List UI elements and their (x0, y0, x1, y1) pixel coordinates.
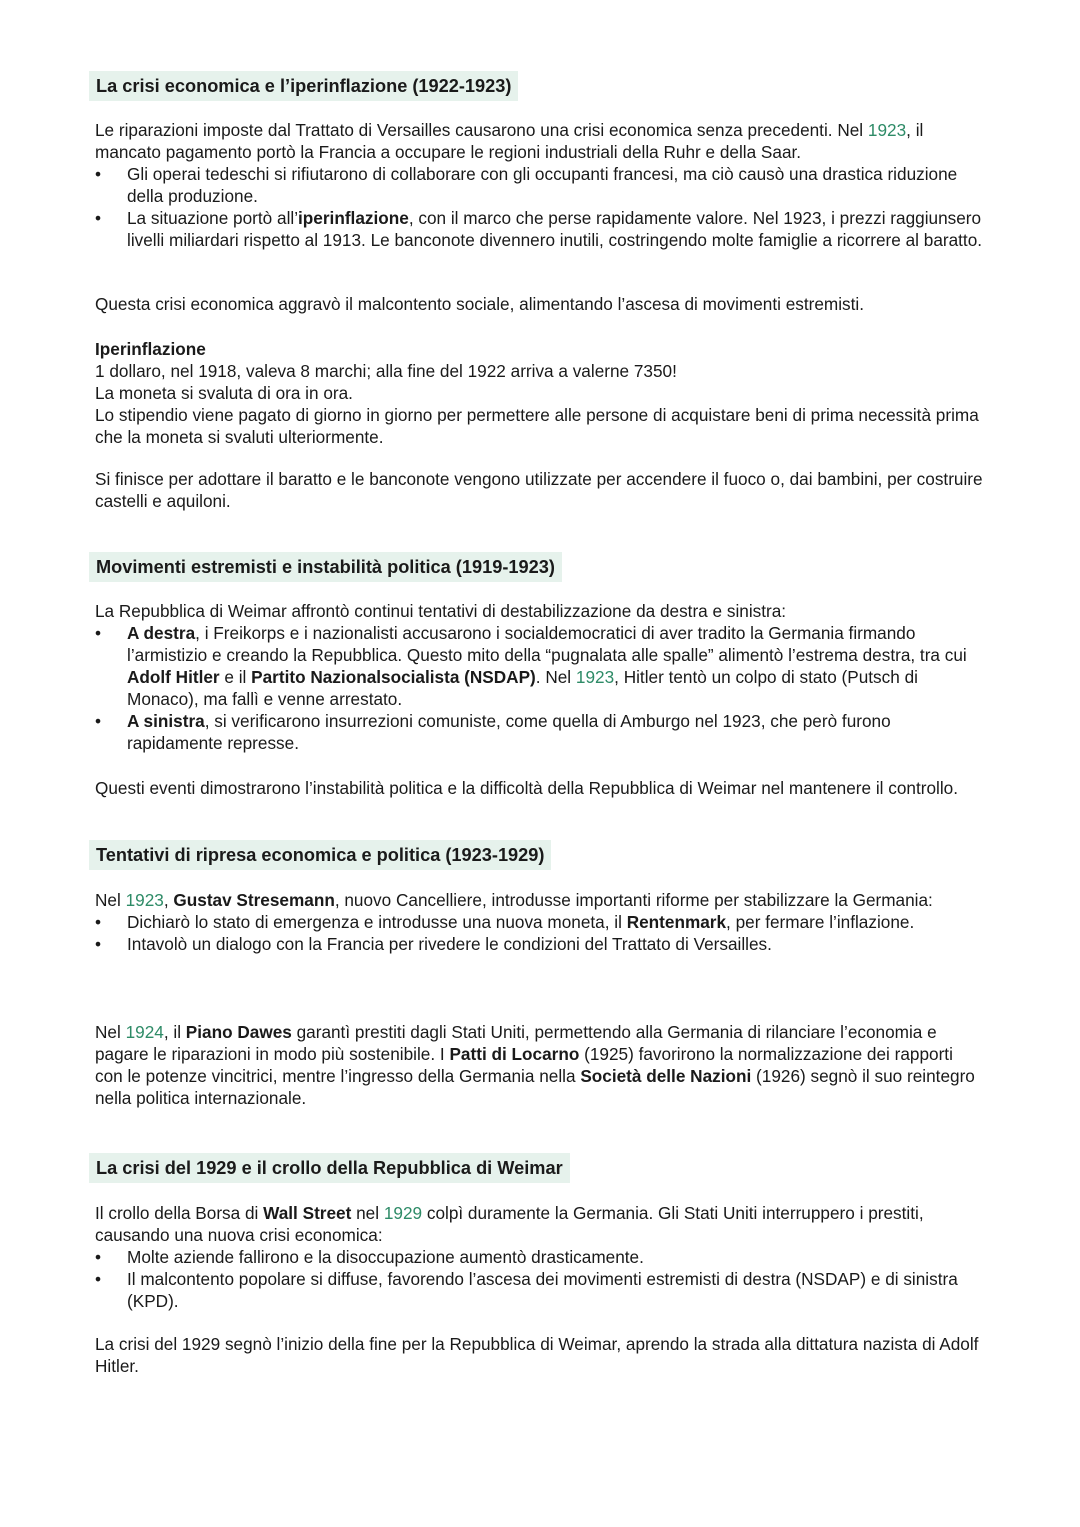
paragraph: Questi eventi dimostrarono l’instabilità politica e la difficoltà della Repubblica di Weimar nel mantenere il controllo. (95, 778, 958, 798)
paragraph: Si finisce per adottare il baratto e le banconote vengono utilizzate per accendere il fuoco o, dai bambini, per costruire castelli e aquiloni. (95, 469, 983, 511)
section-heading-recovery: Tentativi di ripresa economica e politica (1923-1929) (89, 840, 551, 870)
list-item: • A sinistra, si verificarono insurrezioni comuniste, come quella di Amburgo nel 1923, che però furono rapidamente represse. (95, 710, 985, 754)
note-title: Iperinflazione (95, 339, 206, 359)
paragraph: Le riparazioni imposte dal Trattato di Versailles causarono una crisi economica senza precedenti. Nel 1923, il mancato pagamento portò la Francia a occupare le regioni industriali della Ruhr e della Saar. (95, 120, 924, 162)
paragraph: Questa crisi economica aggravò il malcontento sociale, alimentando l’ascesa di movimenti estremisti. (95, 294, 865, 314)
list-item: • Molte aziende fallirono e la disoccupazione aumentò drasticamente. (95, 1246, 985, 1268)
section-body-extremist-movements (95, 600, 985, 754)
paragraph: La moneta si svaluta di ora in ora. (95, 383, 353, 403)
section-heading-economic-crisis: La crisi economica e l’iperinflazione (1922-1923) (89, 71, 518, 101)
paragraph: 1 dollaro, nel 1918, valeva 8 marchi; alla fine del 1922 arriva a valerne 7350! (95, 361, 677, 381)
paragraph: La crisi del 1929 segnò l’inizio della fine per la Repubblica di Weimar, aprendo la strada alla dittatura nazista di Adolf Hitler. (95, 1334, 979, 1376)
list-item: • Dichiarò lo stato di emergenza e introdusse una nuova moneta, il Rentenmark, per fermare l’inflazione. (95, 911, 985, 933)
section-heading-extremist-movements: Movimenti estremisti e instabilità politica (1919-1923) (89, 552, 562, 582)
list-item: • Intavolò un dialogo con la Francia per rivedere le condizioni del Trattato di Versailles. (95, 933, 985, 955)
paragraph: Lo stipendio viene pagato di giorno in giorno per permettere alle persone di acquistare beni di prima necessità prima che la moneta si svaluti ulteriormente. (95, 405, 979, 447)
paragraph: Nel 1923, Gustav Stresemann, nuovo Cancelliere, introdusse importanti riforme per stabilizzare la Germania: (95, 890, 933, 910)
list-item: • Il malcontento popolare si diffuse, favorendo l’ascesa dei movimenti estremisti di destra (NSDAP) e di sinistra (KPD). (95, 1268, 985, 1312)
section-heading-1929-crisis: La crisi del 1929 e il crollo della Repubblica di Weimar (89, 1153, 570, 1183)
section-body-1929-crisis (95, 1202, 985, 1312)
hyperinflation-note (95, 338, 985, 448)
paragraph: Il crollo della Borsa di Wall Street nel 1929 colpì duramente la Germania. Gli Stati Uniti interruppero i prestiti, causando una nuova crisi economica: (95, 1203, 924, 1245)
bullet-list (95, 622, 985, 754)
paragraph: Nel 1924, il Piano Dawes garantì prestiti dagli Stati Uniti, permettendo alla Germania di rilanciare l’economia e pagare le riparazioni in modo più sostenibile. I Patti di Locarno (1925) favorirono la normalizzazione dei rapporti con le potenze vincitrici, mentre l’ingresso della Germania nella Società delle Nazioni (1926) segnò il suo reintegro nella politica internazionale. (95, 1022, 975, 1108)
paragraph: La Repubblica di Weimar affrontò continui tentativi di destabilizzazione da destra e sinistra: (95, 601, 787, 621)
list-item: • A destra, i Freikorps e i nazionalisti accusarono i socialdemocratici di aver tradito la Germania firmando l’armistizio e creando la Repubblica. Questo mito della “pugnalata alle spalle” alimentò l’estrema destra, tra cui Adolf Hitler e il Partito Nazionalsocialista (NSDAP). Nel 1923, Hitler tentò un colpo di stato (Putsch di Monaco), ma fallì e venne arrestato. (95, 622, 985, 710)
list-item: • La situazione portò all’iperinflazione, con il marco che perse rapidamente valore. Nel 1923, i prezzi raggiunsero livelli miliardari rispetto al 1913. Le banconote divennero inutili, costringendo molte famiglie a ricorrere al baratto. (95, 207, 985, 251)
bullet-list (95, 1246, 985, 1312)
section-body-economic-crisis (95, 119, 985, 251)
bullet-list (95, 163, 985, 251)
section-body-recovery (95, 889, 985, 955)
bullet-list (95, 911, 985, 955)
list-item: • Gli operai tedeschi si rifiutarono di collaborare con gli occupanti francesi, ma ciò causò una drastica riduzione della produzione. (95, 163, 985, 207)
